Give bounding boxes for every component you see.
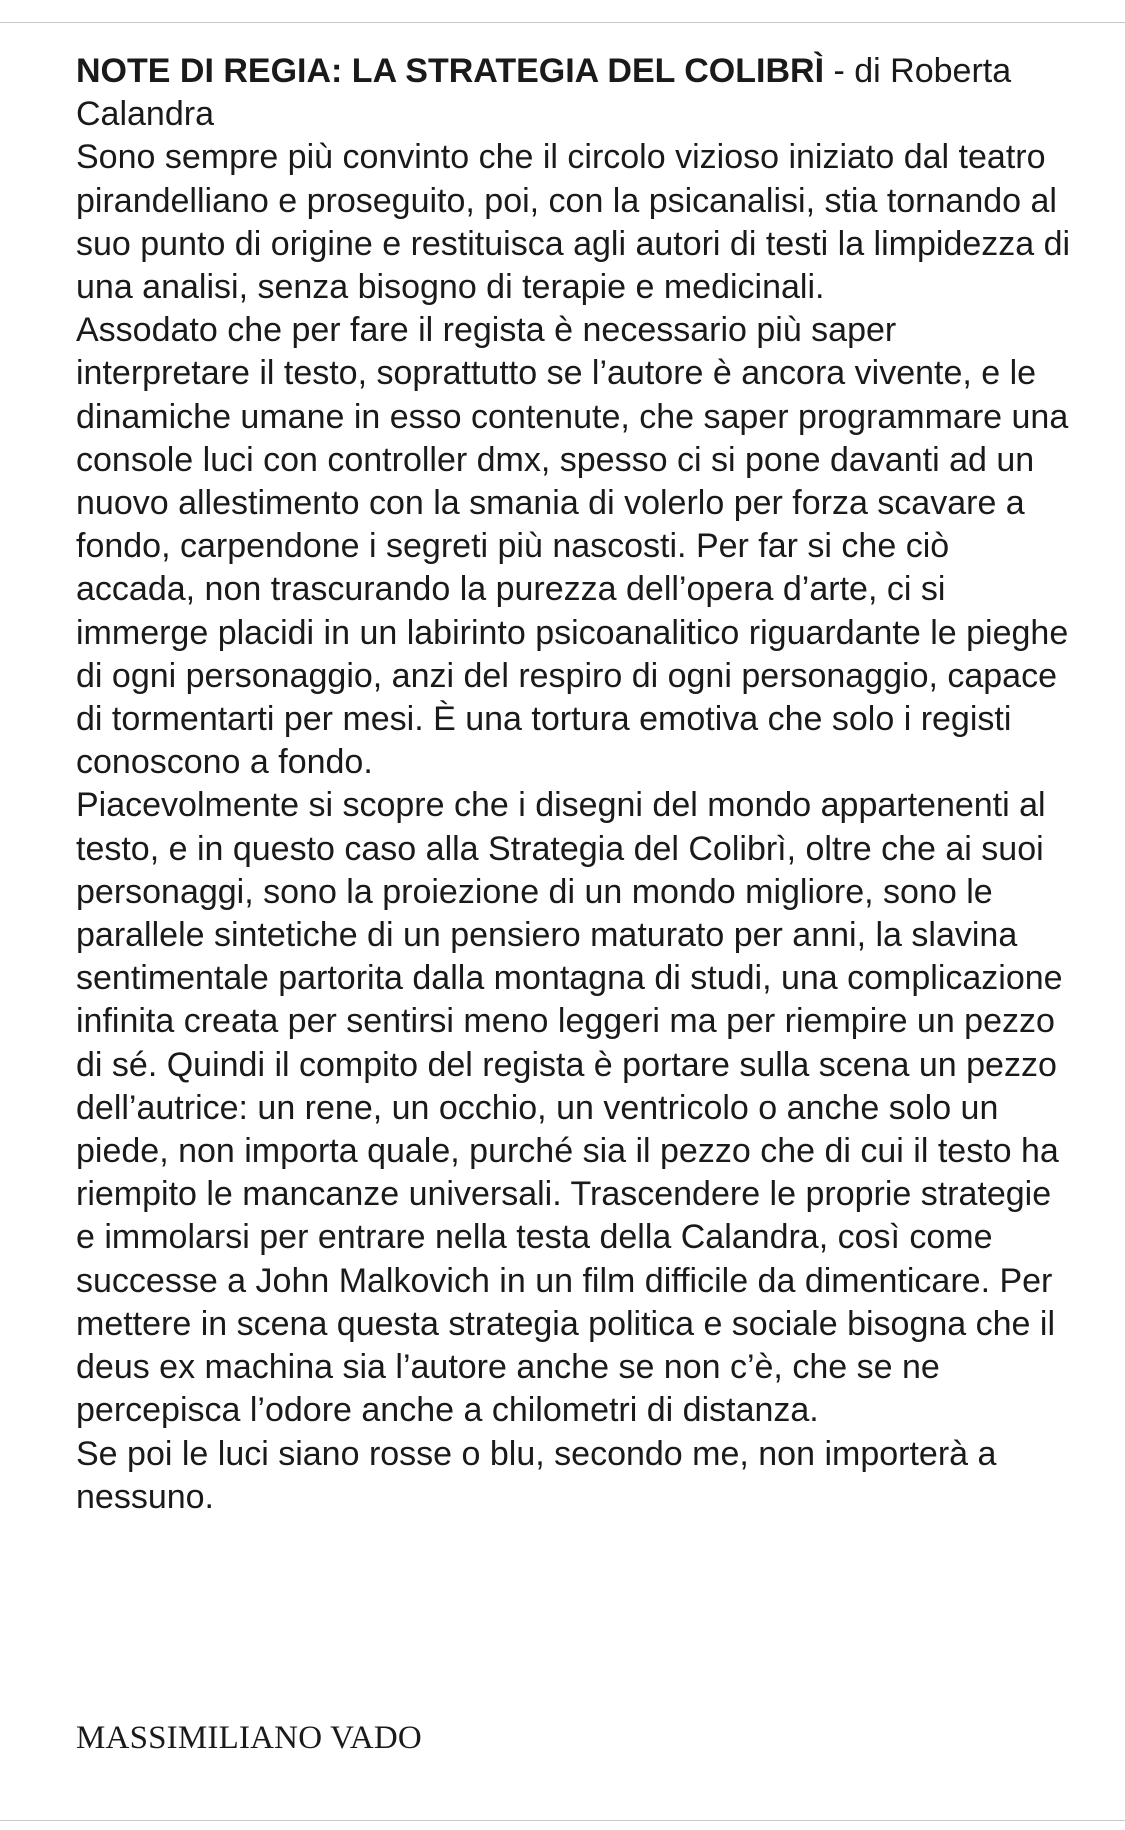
signature: MASSIMILIANO VADO xyxy=(76,1720,422,1756)
heading-byline: - di xyxy=(833,52,881,90)
paragraph-2: Assodato che per fare il regista è necessario più saper interpretare il testo, soprattutto se l’autore è ancora vivente, e le dinamiche umane in esso contenute, che saper programmare una console luci con controller dmx, spesso ci si pone davanti ad un nuovo allestimento con la smania di volerlo per forza scavare a fondo, carpendone i segreti più nascosti. Per far si che ciò accada, non trascurando la purezza dell’opera d’arte, ci si immerge placidi in un labirinto psicoanalitico riguardante le pieghe di ogni personaggio, anzi del respiro di ogni personaggio, capace di tormentarti per mesi. È una tortura emotiva che solo i registi conoscono a fondo. xyxy=(76,311,1069,782)
paragraph-4: Se poi le luci siano rosse o blu, secondo me, non importerà a nessuno. xyxy=(76,1434,997,1516)
heading-label: NOTE DI REGIA: xyxy=(76,52,343,90)
paragraph-3: Piacevolmente si scopre che i disegni del mondo appartenenti al testo, e in questo caso alla Strategia del Colibrì, oltre che ai suoi personaggi, sono la proiezione di un mondo migliore, sono le parallele sintetiche di un pensiero maturato per anni, la slavina sentimentale partorita dalla montagna di studi, una complicazione infinita creata per sentirsi meno leggeri ma per riempire un pezzo di sé. Quindi il compito del regista è portare sulla scena un pezzo dell’autrice: un rene, un occhio, un ventricolo o anche solo un piede, non importa quale, purché sia il pezzo che di cui il testo ha riempito le mancanze universali. Trascendere le proprie strategie e immolarsi per entrare nella testa della Calandra, così come successe a John Malkovich in un film difficile da dimenticare. Per mettere in scena questa strategia politica e sociale bisogna che il deus ex machina sia l’autore anche se non c’è, che se ne percepisca l’odore anche a chilometri di distanza. xyxy=(76,786,1063,1430)
bottom-divider xyxy=(0,1820,1125,1821)
heading-author: Roberta Calandra xyxy=(76,52,1012,134)
top-divider xyxy=(0,22,1125,23)
document-body xyxy=(76,50,1076,1519)
document-heading xyxy=(76,50,1076,136)
heading-title: LA STRATEGIA DEL COLIBRÌ xyxy=(351,52,825,90)
paragraph-1: Sono sempre più convinto che il circolo vizioso iniziato dal teatro pirandelliano e proseguito, poi, con la psicanalisi, stia tornando al suo punto di origine e restituisca agli autori di testi la limpidezza di una analisi, senza bisogno di terapie e medicinali. xyxy=(76,138,1071,307)
